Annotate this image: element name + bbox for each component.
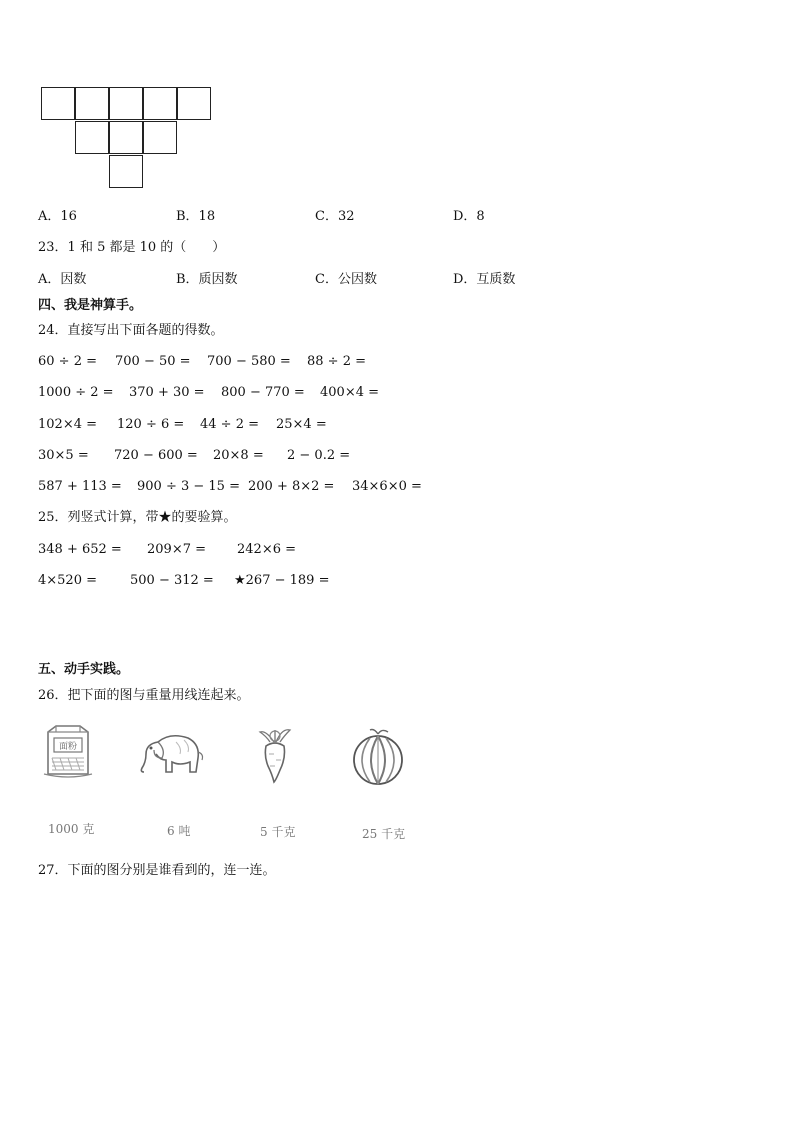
q25-item: 348 + 652 = [38,542,122,557]
q22-option-d: D．8 [453,209,485,224]
q25-item: 242×6 = [237,542,297,557]
q24-item: 800 − 770 = [221,385,305,400]
q24-item: 720 − 600 = [114,448,198,463]
q25-item: ★267 − 189 = [234,573,330,588]
weight-label-5kg: 5 千克 [260,825,296,839]
weight-label-1000g: 1000 克 [48,822,95,836]
q25-item: 500 − 312 = [130,573,214,588]
q23-option-c: C．公因数 [315,272,377,287]
grid-cell [75,121,109,154]
q26-stem: 26．把下面的图与重量用线连起来。 [38,688,250,703]
q23-stem: 23．1 和 5 都是 10 的（ ） [38,240,226,255]
weight-label-25kg: 25 千克 [362,827,406,841]
q24-item: 700 − 50 = [115,354,191,369]
q25-item: 4×520 = [38,573,98,588]
q24-item: 60 ÷ 2 = [38,354,97,369]
grid-cell [109,155,143,188]
q24-item: 2 − 0.2 = [287,448,351,463]
q22-option-a: A．16 [38,209,77,224]
grid-cell [143,121,177,154]
q22-option-b: B．18 [176,209,216,224]
q24-item: 34×6×0 = [352,479,422,494]
q24-item: 587 + 113 = [38,479,122,494]
radish-icon [252,726,298,784]
grid-cell [41,87,75,120]
flour-bag-label: 面粉 [58,742,78,752]
q24-item: 120 ÷ 6 = [117,417,185,432]
q24-item: 900 ÷ 3 − 15 = [137,479,240,494]
q25-stem: 25．列竖式计算，带★的要验算。 [38,510,237,525]
q24-item: 700 − 580 = [207,354,291,369]
q22-option-c: C．32 [315,209,355,224]
q24-item: 200 + 8×2 = [248,479,335,494]
q24-item: 20×8 = [213,448,264,463]
grid-cell [109,87,143,120]
q24-item: 44 ÷ 2 = [200,417,259,432]
q24-stem: 24．直接写出下面各题的得数。 [38,323,224,338]
grid-cell [109,121,143,154]
grid-cell [177,87,211,120]
grid-cell [75,87,109,120]
q27-stem: 27．下面的图分别是谁看到的，连一连。 [38,863,276,878]
q24-item: 1000 ÷ 2 = [38,385,114,400]
watermelon-icon [350,726,406,786]
q24-item: 30×5 = [38,448,89,463]
q25-item: 209×7 = [147,542,207,557]
weight-label-6t: 6 吨 [167,824,191,838]
section-4-title: 四、我是神算手。 [38,298,143,313]
flour-bag-icon [40,722,96,780]
q24-item: 25×4 = [276,417,327,432]
grid-cell [143,87,177,120]
q24-item: 102×4 = [38,417,98,432]
q23-option-a: A．因数 [38,272,87,287]
q23-option-b: B．质因数 [176,272,238,287]
elephant-icon [136,728,206,778]
q24-item: 88 ÷ 2 = [307,354,366,369]
q24-item: 400×4 = [320,385,380,400]
q23-option-d: D．互质数 [453,272,516,287]
section-5-title: 五、动手实践。 [38,662,130,677]
q24-item: 370 + 30 = [129,385,205,400]
